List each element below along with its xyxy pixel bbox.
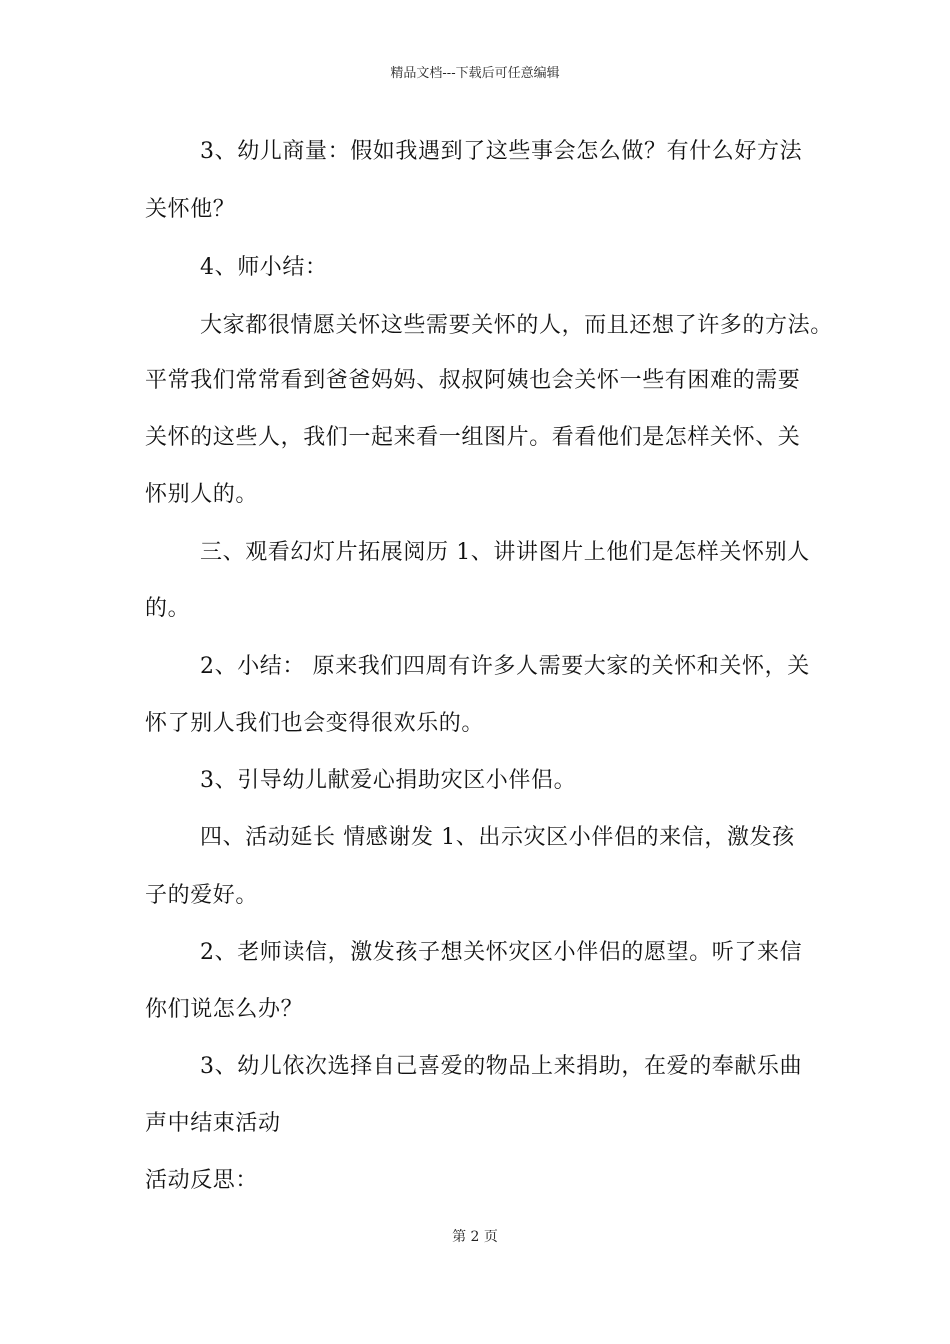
paragraph-line: 大家都很情愿关怀这些需要关怀的人，而且还想了许多的方法。: [200, 313, 833, 338]
paragraph-line: 3、引导幼儿献爱心捐助灾区小伴侣。: [200, 768, 577, 793]
paragraph-line: 关怀的这些人，我们一起来看一组图片。看看他们是怎样关怀、关: [145, 425, 801, 450]
paragraph-line: 活动反思：: [145, 1168, 259, 1193]
paragraph-line: 4、师小结：: [200, 255, 328, 280]
paragraph-line: 你们说怎么办？: [145, 997, 304, 1022]
paragraph-line: 3、幼儿依次选择自己喜爱的物品上来捐助，在爱的奉献乐曲: [200, 1054, 803, 1079]
paragraph-line: 关怀他？: [145, 197, 236, 222]
paragraph-line: 三、观看幻灯片拓展阅历 1、讲讲图片上他们是怎样关怀别人: [200, 540, 810, 565]
paragraph-line: 四、活动延长 情感谢发 1、出示灾区小伴侣的来信，激发孩: [200, 825, 795, 850]
paragraph-line: 2、小结： 原来我们四周有许多人需要大家的关怀和关怀，关: [200, 654, 810, 679]
paragraph-line: 怀了别人我们也会变得很欢乐的。: [145, 711, 485, 736]
paragraph-line: 怀别人的。: [145, 482, 259, 507]
paragraph-line: 2、老师读信，激发孩子想关怀灾区小伴侣的愿望。听了来信: [200, 940, 803, 965]
page-number: 第 2 页: [452, 1229, 498, 1245]
paragraph-line: 子的爱好。: [145, 883, 259, 908]
paragraph-line: 平常我们常常看到爸爸妈妈、叔叔阿姨也会关怀一些有困难的需要: [145, 368, 801, 393]
paragraph-line: 3、幼儿商量：假如我遇到了这些事会怎么做？有什么好方法: [200, 139, 803, 164]
paragraph-line: 的。: [145, 596, 191, 621]
page-header: 精品文档---下载后可任意编辑: [390, 66, 560, 81]
paragraph-line: 声中结束活动: [145, 1111, 281, 1136]
